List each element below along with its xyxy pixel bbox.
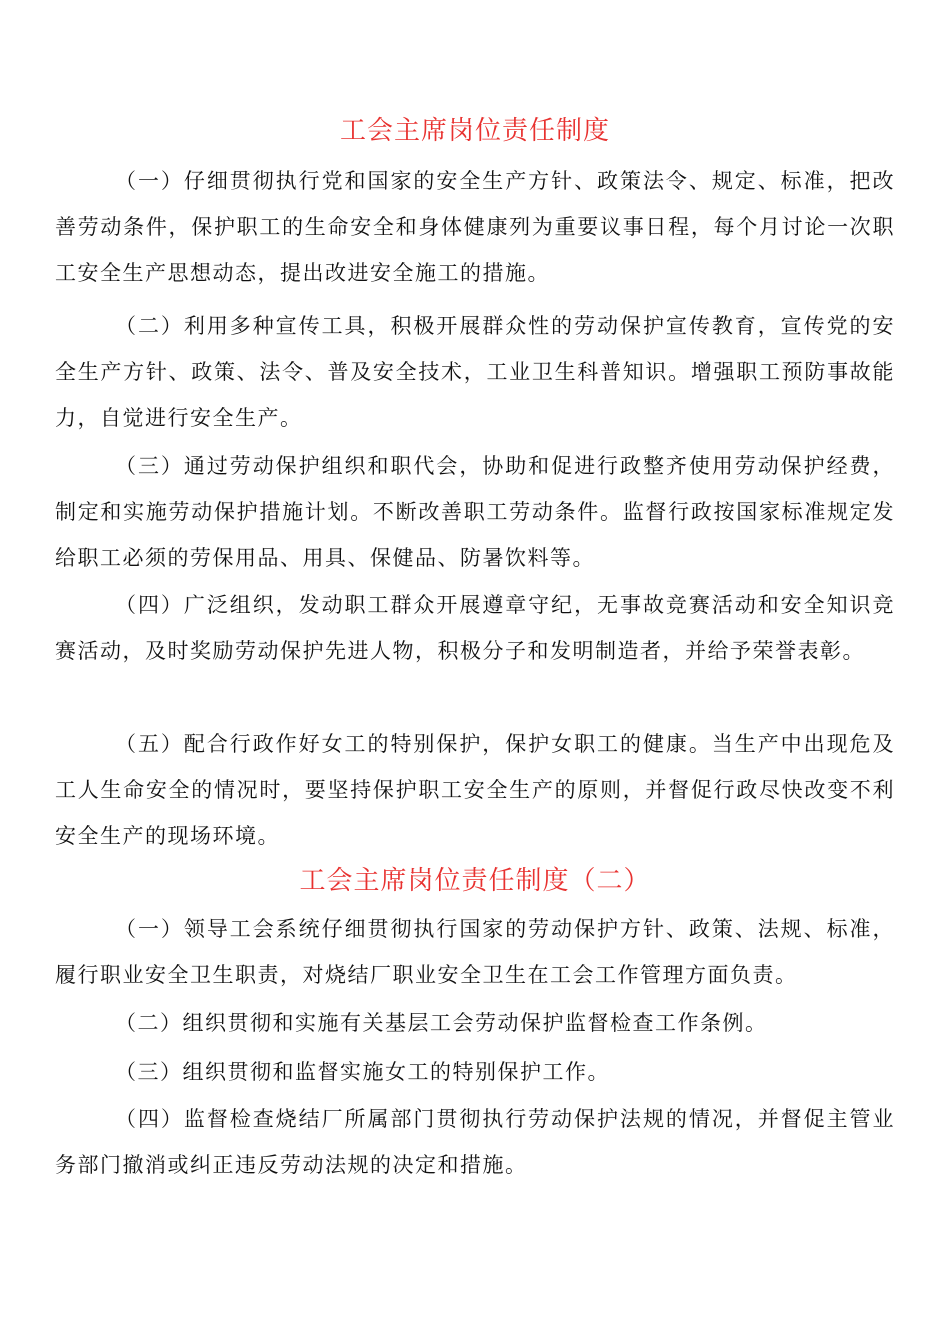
document-title-1: 工会主席岗位责任制度 <box>339 116 610 146</box>
paragraph-2-4: （四）监督检查烧结厂所属部门贯彻执行劳动保护法规的情况，并督促主管业务部门撤消或纠正违反劳动法规的决定和措施。 <box>55 1107 895 1177</box>
paragraph-2-3: （三）组织贯彻和监督实施女工的特别保护工作。 <box>115 1060 610 1084</box>
paragraph-1-1: （一）仔细贯彻执行党和国家的安全生产方针、政策法令、规定、标准，把改善劳动条件，保护职工的生命安全和身体健康列为重要议事日程，每个月讨论一次职工安全生产思想动态，提出改进安全施工的措施。 <box>55 169 895 285</box>
paragraph-1-2: （二）利用多种宣传工具，积极开展群众性的劳动保护宣传教育，宣传党的安全生产方针、政策、法令、普及安全技术，工业卫生科普知识。增强职工预防事故能力，自觉进行安全生产。 <box>55 314 895 430</box>
paragraph-1-4: （四）广泛组织，发动职工群众开展遵章守纪，无事故竞赛活动和安全知识竞赛活动，及时奖励劳动保护先进人物，积极分子和发明制造者，并给予荣誉表彰。 <box>55 593 895 663</box>
paragraph-1-5: （五）配合行政作好女工的特别保护，保护女职工的健康。当生产中出现危及工人生命安全的情况时，要坚持保护职工安全生产的原则，并督促行政尽快改变不利安全生产的现场环境。 <box>55 732 895 848</box>
paragraph-1-3: （三）通过劳动保护组织和职代会，协助和促进行政整齐使用劳动保护经费，制定和实施劳动保护措施计划。不断改善职工劳动条件。监督行政按国家标准规定发给职工必须的劳保用品、用具、保健品、防暑饮料等。 <box>55 454 895 570</box>
paragraph-2-2: （二）组织贯彻和实施有关基层工会劳动保护监督检查工作条例。 <box>115 1011 768 1035</box>
document-title-2: 工会主席岗位责任制度（二） <box>299 866 651 896</box>
paragraph-2-1: （一）领导工会系统仔细贯彻执行国家的劳动保护方针、政策、法规、标准，履行职业安全卫生职责，对烧结厂职业安全卫生在工会工作管理方面负责。 <box>55 917 895 987</box>
